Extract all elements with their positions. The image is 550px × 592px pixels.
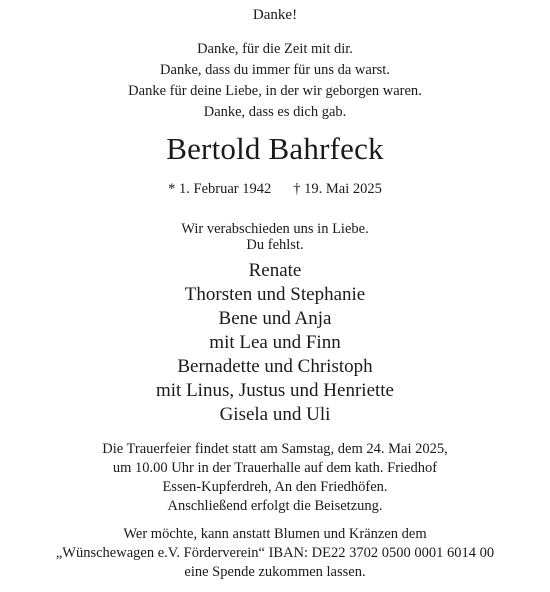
mourner-line: Gisela und Uli (219, 404, 331, 425)
service-info-line: Anschließend erfolgt die Beisetzung. (167, 498, 383, 514)
service-info-line: Essen-Kupferdreh, An den Friedhöfen. (162, 479, 388, 495)
mourner-line: Bene und Anja (218, 308, 332, 329)
poem-line: Danke, für die Zeit mit dir. (197, 41, 353, 57)
life-dates (0, 180, 550, 198)
poem-line: Danke, dass du immer für uns da warst. (160, 62, 390, 78)
donation-line: „Wünschewagen e.V. Förderverein“ IBAN: DE22 3702 0500 0001 6014 00 (55, 545, 495, 561)
service-info-line: Die Trauerfeier findet statt am Samstag, dem 24. Mai 2025, (102, 441, 448, 457)
poem-line: Danke, dass es dich gab. (203, 104, 347, 120)
mourner-line: Renate (248, 260, 302, 281)
mourner-line: Bernadette und Christoph (177, 356, 373, 377)
mourner-line: Thorsten und Stephanie (184, 284, 366, 305)
donation-line: Wer möchte, kann anstatt Blumen und Kränzen dem (123, 526, 427, 542)
farewell-line: Wir verabschieden uns in Liebe. (181, 221, 369, 237)
farewell-line: Du fehlst. (246, 237, 304, 253)
mourner-line: mit Linus, Justus und Henriette (155, 380, 394, 401)
donation-line: eine Spende zukommen lassen. (184, 564, 366, 580)
service-info-line: um 10.00 Uhr in der Trauerhalle auf dem kath. Friedhof (112, 460, 438, 476)
birth-date: * 1. Februar 1942 (168, 181, 272, 197)
heading: Danke! (252, 7, 298, 23)
deceased-name: Bertold Bahrfeck (166, 131, 384, 166)
mourner-line: mit Lea und Finn (209, 332, 341, 353)
poem-line: Danke für deine Liebe, in der wir geborgen waren. (128, 83, 422, 99)
death-date: † 19. Mai 2025 (293, 181, 382, 197)
